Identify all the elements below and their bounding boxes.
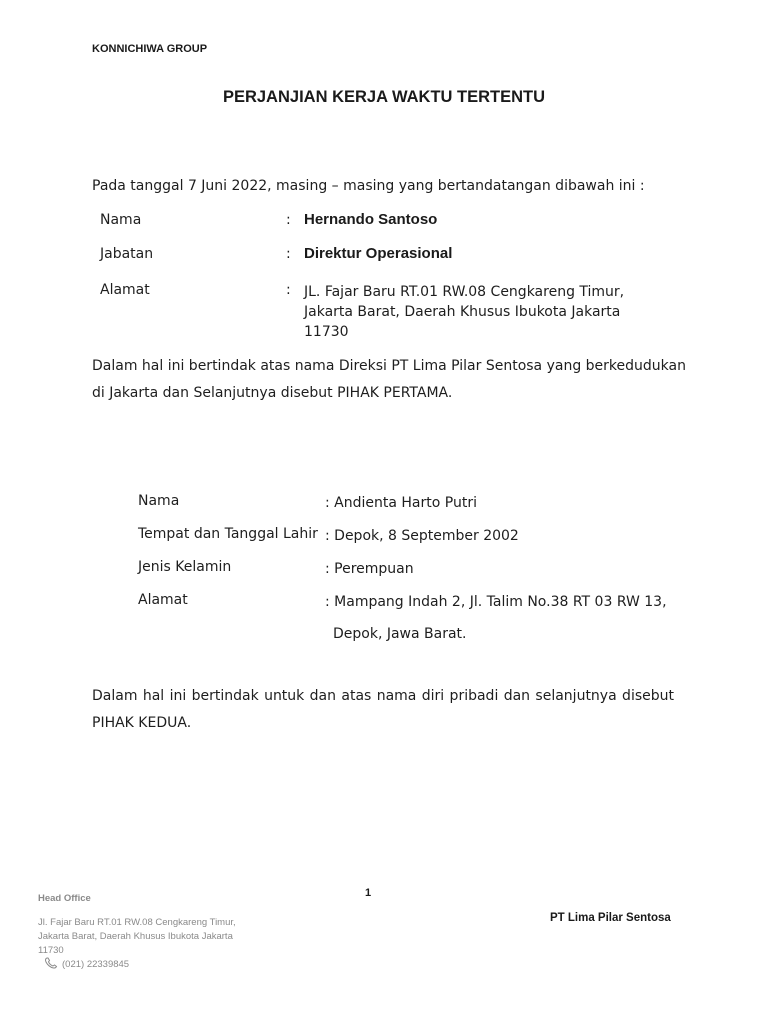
intro-paragraph: Pada tanggal 7 Juni 2022, masing – masing yang bertandatangan dibawah ini : (92, 178, 645, 194)
party2-name-value: : Andienta Harto Putri (325, 495, 477, 511)
footer-phone (44, 957, 129, 971)
party1-name-sep: : (286, 212, 291, 228)
party2-address-value: : Mampang Indah 2, Jl. Talim No.38 RT 03 RW 13, (325, 594, 667, 610)
party1-statement-line-2: di Jakarta dan Selanjutnya disebut PIHAK PERTAMA. (92, 385, 453, 401)
party2-statement-line-1: Dalam hal ini bertindak untuk dan atas nama diri pribadi dan selanjutnya disebut (92, 688, 674, 704)
party2-statement-line-2: PIHAK KEDUA. (92, 715, 192, 731)
party1-address-sep: : (286, 282, 291, 298)
party1-address-line-1: JL. Fajar Baru RT.01 RW.08 Cengkareng Timur, (304, 284, 625, 300)
phone-icon (44, 957, 58, 969)
party2-gender-label: Jenis Kelamin (138, 559, 232, 575)
party2-birth-value: : Depok, 8 September 2002 (325, 528, 519, 544)
party1-position-label: Jabatan (100, 246, 154, 262)
party1-address-label: Alamat (100, 282, 150, 298)
footer-head-office-label: Head Office (38, 893, 91, 904)
party2-name-label: Nama (138, 493, 180, 509)
document-title: PERJANJIAN KERJA WAKTU TERTENTU (222, 88, 546, 106)
footer-company-name: PT Lima Pilar Sentosa (550, 912, 671, 924)
party1-name-value: Hernando Santoso (304, 211, 438, 228)
party1-position-value: Direktur Operasional (304, 245, 453, 262)
footer-address-line-1: Jl. Fajar Baru RT.01 RW.08 Cengkareng Timur, (38, 917, 236, 928)
party2-gender-value: : Perempuan (325, 561, 414, 577)
footer-phone-number: (021) 22339845 (62, 959, 130, 970)
party2-birth-label: Tempat dan Tanggal Lahir (138, 526, 318, 542)
page-number: 1 (365, 887, 372, 899)
company-header: KONNICHIWA GROUP (92, 43, 208, 55)
party2-address-label: Alamat (138, 592, 188, 608)
party2-address-continuation: Depok, Jawa Barat. (333, 626, 467, 642)
party1-statement-line-1: Dalam hal ini bertindak atas nama Direksi PT Lima Pilar Sentosa yang berkedudukan (92, 358, 686, 374)
party1-name-label: Nama (100, 212, 142, 228)
party1-position-sep: : (286, 246, 291, 262)
footer-address-line-3: 11730 (38, 945, 64, 956)
party1-address-line-2: Jakarta Barat, Daerah Khusus Ibukota Jakarta (304, 304, 621, 320)
footer-address-line-2: Jakarta Barat, Daerah Khusus Ibukota Jakarta (38, 931, 233, 942)
party1-address-line-3: 11730 (304, 324, 349, 340)
